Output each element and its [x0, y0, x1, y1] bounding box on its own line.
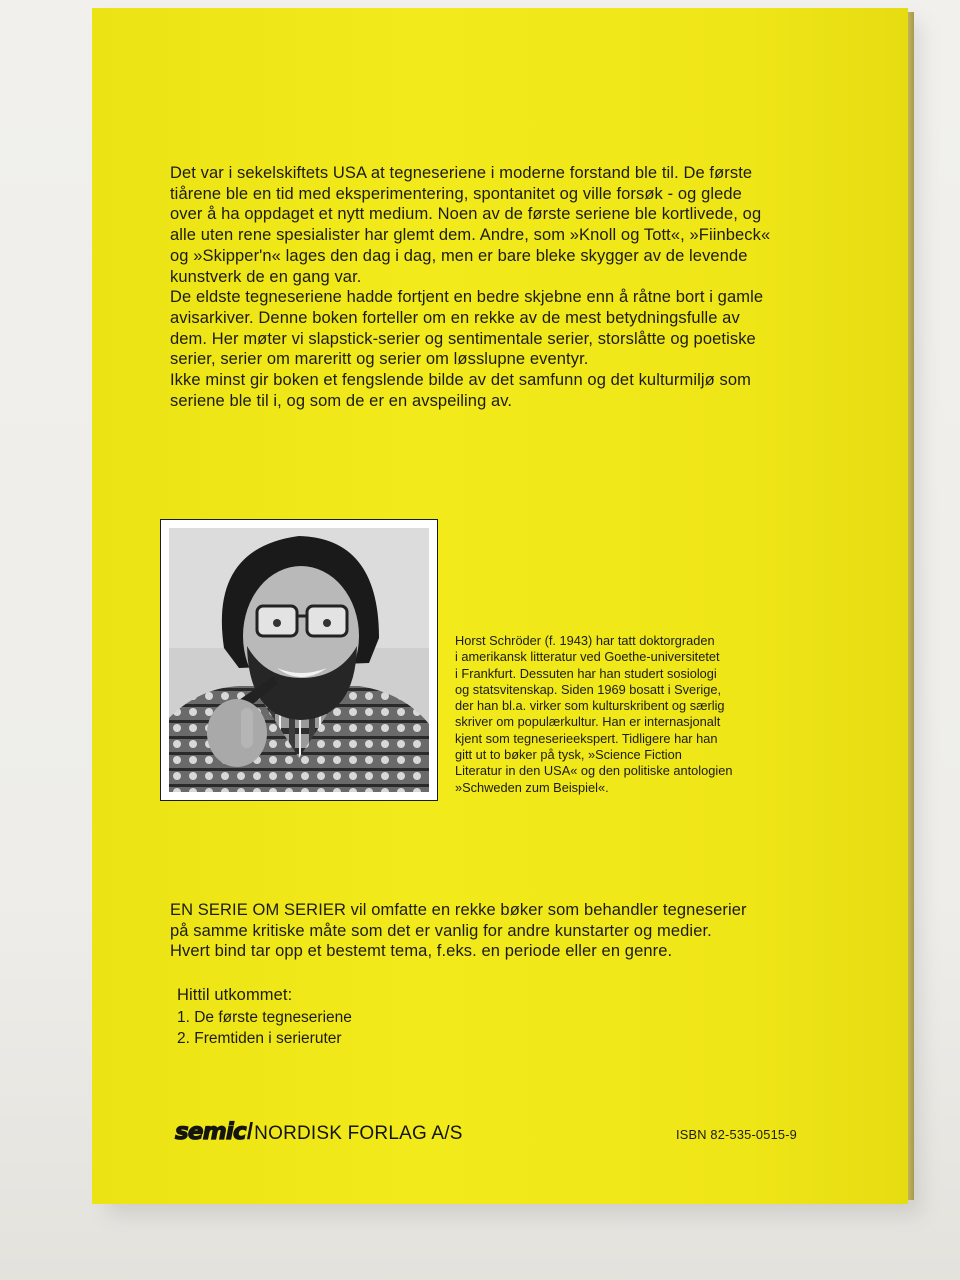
- book-list: [177, 1008, 352, 1049]
- series-line: EN SERIE OM SERIER vil omfatte en rekke bøker som behandler tegneserier: [170, 901, 747, 919]
- author-portrait-image: [169, 528, 429, 792]
- series-line: Hvert bind tar opp et bestemt tema, f.eks. en periode eller en genre.: [170, 942, 673, 961]
- bio-line: der han bl.a. virker som kulturskribent og særlig: [455, 698, 725, 714]
- blurb-line: kunstverk de en gang var.: [170, 267, 362, 286]
- bio-line: Horst Schröder (f. 1943) har tatt doktorgraden: [455, 633, 715, 648]
- publisher-slash: /: [246, 1118, 254, 1144]
- series-description: [170, 900, 850, 962]
- series-line: på samme kritiske måte som det er vanlig for andre kunstarter og medier.: [170, 921, 712, 940]
- blurb-line: Det var i sekelskiftets USA at tegneseriene i moderne forstand ble til. De første: [170, 164, 753, 182]
- blurb-line: seriene ble til i, og som de er en avspeiling av.: [170, 391, 513, 410]
- book-page-edge: [908, 12, 914, 1200]
- book-list-item: 2. Fremtiden i serieruter: [177, 1029, 342, 1047]
- blurb-line: over å ha oppdaget et nytt medium. Noen av de første seriene ble kortlivede, og: [170, 205, 762, 224]
- bio-line: kjent som tegneserieekspert. Tidligere har han: [455, 730, 718, 746]
- publisher-brand: semic: [175, 1119, 246, 1145]
- blurb-line: avisarkiver. Denne boken forteller om en rekke av de mest betydningsfulle av: [170, 308, 740, 327]
- bio-line: »Schweden zum Beispiel«.: [455, 779, 609, 795]
- blurb-line: Ikke minst gir boken et fengslende bilde av det samfunn og det kulturmiljø som: [170, 371, 752, 390]
- blurb-line: dem. Her møter vi slapstick-serier og sentimentale serier, storslåtte og poetiske: [170, 329, 756, 348]
- published-heading: Hittil utkommet:: [177, 986, 293, 1004]
- bio-line: Literatur in den USA« og den politiske antologien: [455, 763, 733, 779]
- isbn: ISBN 82-535-0515-9: [676, 1127, 797, 1142]
- bio-line: i Frankfurt. Dessuten har han studert sosiologi: [455, 665, 717, 681]
- bio-line: gitt ut to bøker på tysk, »Science Fiction: [455, 747, 682, 763]
- book-list-item: 1. De første tegneseriene: [177, 1009, 352, 1026]
- blurb-paragraph: [170, 163, 820, 411]
- bio-line: i amerikansk litteratur ved Goethe-universitetet: [455, 649, 720, 665]
- publisher-name: NORDISK FORLAG A/S: [254, 1123, 463, 1144]
- blurb-line: tiårene ble en tid med eksperimentering, spontanitet og ville forsøk - og glede: [170, 184, 742, 203]
- bio-line: og statsvitenskap. Siden 1969 bosatt i Sverige,: [455, 681, 722, 697]
- blurb-line: og »Skipper'n« lages den dag i dag, men er bare bleke skygger av de levende: [170, 246, 748, 265]
- publisher-logo: [175, 1118, 463, 1148]
- author-bio: [455, 633, 815, 796]
- bio-line: skriver om populærkultur. Han er internasjonalt: [455, 714, 721, 730]
- author-photo: [160, 519, 438, 801]
- blurb-line: De eldste tegneseriene hadde fortjent en bedre skjebne enn å råtne bort i gamle: [170, 288, 764, 307]
- blurb-line: alle uten rene spesialister har glemt dem. Andre, som »Knoll og Tott«, »Fiinbeck«: [170, 226, 771, 245]
- blurb-line: serier, serier om mareritt og serier om løsslupne eventyr.: [170, 350, 589, 369]
